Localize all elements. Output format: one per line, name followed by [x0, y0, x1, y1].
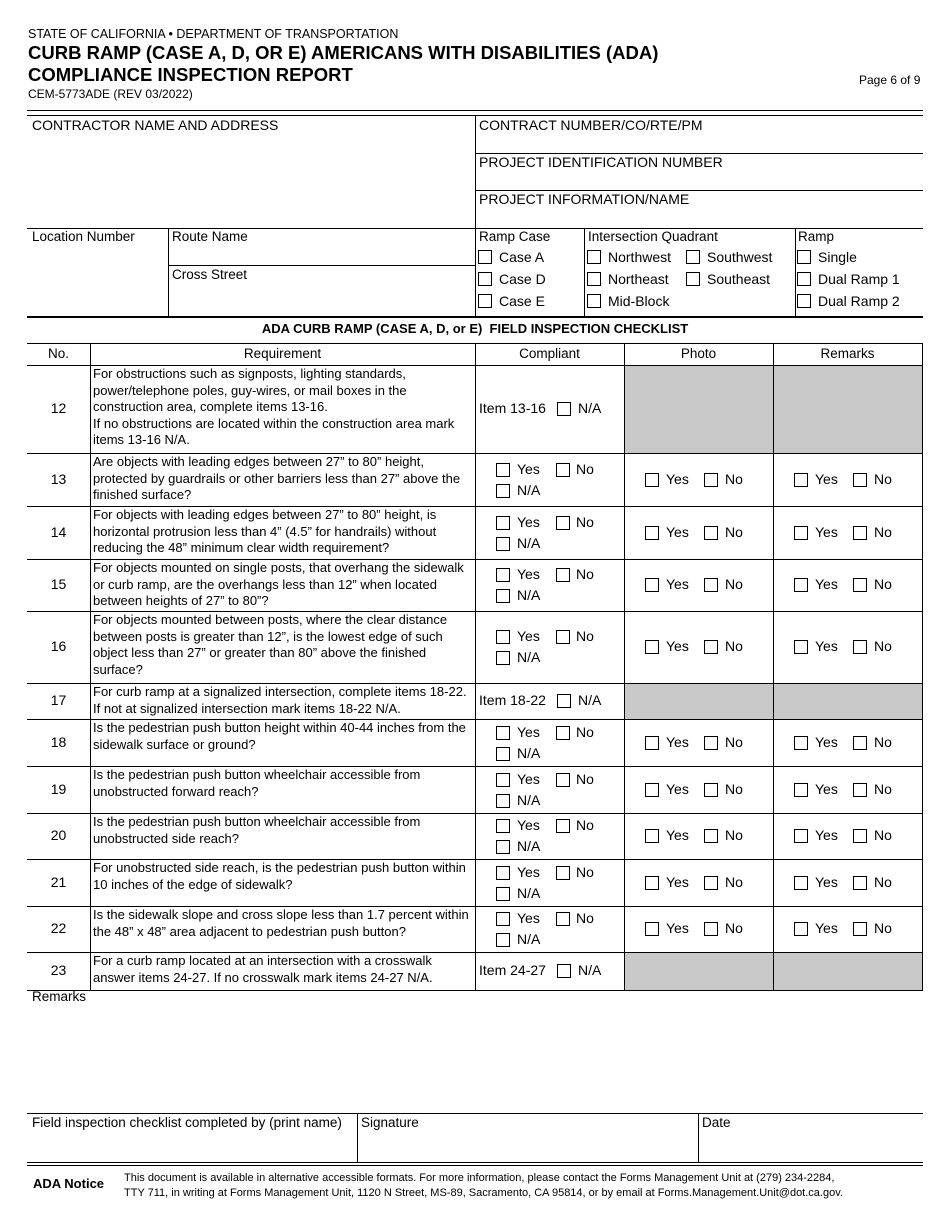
compliant-no-checkbox[interactable] — [556, 568, 570, 582]
photo-no-checkbox[interactable] — [704, 640, 718, 654]
item-na-label: N/A — [578, 692, 602, 708]
requirement-text: For objects mounted on single posts, that overhang the sidewalk or curb ramp, are the overhangs less than 12” when located between heights of 27” to 80”? — [93, 560, 464, 608]
quadrant-midblock-option[interactable] — [587, 293, 669, 309]
cross-street-field[interactable] — [172, 285, 474, 315]
photo-no-label: No — [725, 524, 743, 540]
photo-no-label: No — [725, 638, 743, 654]
project-id-field[interactable] — [730, 154, 922, 189]
form-number: CEM-5773ADE (REV 03/2022) — [28, 87, 193, 101]
completed-by-field[interactable] — [28, 1133, 356, 1161]
northeast-checkbox[interactable] — [587, 272, 601, 286]
photo-yes-checkbox[interactable] — [645, 526, 659, 540]
quadrant-northeast-option[interactable] — [587, 271, 669, 287]
remarks-yes-label: Yes — [815, 734, 838, 750]
project-id-label: PROJECT IDENTIFICATION NUMBER — [479, 154, 723, 170]
ramp-single-option[interactable] — [797, 249, 857, 265]
remarks-label: Remarks — [32, 989, 87, 1004]
compliant-na-label: N/A — [517, 649, 541, 665]
midblock-label: Mid-Block — [608, 293, 670, 309]
remarks-yes-label: Yes — [815, 827, 838, 843]
dual-ramp-2-checkbox[interactable] — [797, 294, 811, 308]
form-title-line1: CURB RAMP (CASE A, D, OR E) AMERICANS WITH DISABILITIES (ADA) — [28, 42, 659, 63]
requirement-text: Are objects with leading edges between 27” to 80” height, protected by guardrails or other barriers less than 27” above the finished surface? — [93, 454, 461, 502]
northwest-checkbox[interactable] — [587, 250, 601, 264]
contract-number-field[interactable] — [700, 116, 922, 152]
ada-notice-text-line2: TTY 711, in writing at Forms Management Unit, 1120 N Street, MS-89, Sacramento, CA 95814, or by email at Forms.Management.Unit@dot.ca.gov. — [124, 1187, 843, 1199]
quadrant-southeast-option[interactable] — [686, 271, 770, 287]
quadrant-label: Intersection Quadrant — [588, 229, 718, 244]
remarks-yes-label: Yes — [815, 576, 838, 592]
northeast-label: Northeast — [608, 271, 669, 287]
compliant-yes-label: Yes — [517, 514, 540, 530]
agency-line: STATE OF CALIFORNIA • DEPARTMENT OF TRANSPORTATION — [28, 27, 399, 41]
photo-no-checkbox[interactable] — [704, 473, 718, 487]
southwest-checkbox[interactable] — [686, 250, 700, 264]
compliant-no-label: No — [576, 724, 594, 740]
row-number: 22 — [50, 920, 67, 936]
compliant-yes-label: Yes — [517, 566, 540, 582]
compliant-no-checkbox[interactable] — [556, 819, 570, 833]
compliant-no-label: No — [576, 910, 594, 926]
southeast-checkbox[interactable] — [686, 272, 700, 286]
row-number: 19 — [50, 781, 67, 797]
compliant-na-checkbox[interactable] — [496, 933, 510, 947]
compliant-no-label: No — [576, 461, 594, 477]
remarks-no-label: No — [874, 827, 892, 843]
ramp-dual2-option[interactable] — [797, 293, 900, 309]
remarks-no-checkbox[interactable] — [853, 829, 867, 843]
compliant-no-checkbox[interactable] — [556, 516, 570, 530]
compliant-yes-label: Yes — [517, 724, 540, 740]
remarks-yes-label: Yes — [815, 524, 838, 540]
ada-notice-label: ADA Notice — [33, 1176, 105, 1191]
remarks-no-label: No — [874, 524, 892, 540]
compliant-na-checkbox[interactable] — [496, 484, 510, 498]
compliant-na-checkbox[interactable] — [496, 537, 510, 551]
photo-no-checkbox[interactable] — [704, 876, 718, 890]
compliant-yes-label: Yes — [517, 461, 540, 477]
remarks-field[interactable] — [28, 1006, 922, 1112]
item-na-checkbox[interactable] — [557, 694, 571, 708]
row-number: 18 — [50, 734, 67, 750]
date-label: Date — [702, 1115, 731, 1130]
compliant-na-checkbox[interactable] — [496, 840, 510, 854]
photo-no-label: No — [725, 576, 743, 592]
single-checkbox[interactable] — [797, 250, 811, 264]
compliant-yes-checkbox[interactable] — [496, 819, 510, 833]
compliant-na-label: N/A — [517, 482, 541, 498]
photo-yes-checkbox[interactable] — [645, 578, 659, 592]
remarks-yes-checkbox[interactable] — [794, 829, 808, 843]
remarks-yes-checkbox[interactable] — [794, 640, 808, 654]
ramp-label: Ramp — [798, 229, 835, 244]
ada-notice-text-line1: This document is available in alternative accessible formats. For more information, please contact the Forms Management Unit at (279) 234-2284, — [124, 1172, 835, 1184]
row-number: 15 — [50, 576, 67, 592]
case-e-checkbox[interactable] — [478, 294, 492, 308]
dual-ramp-1-label: Dual Ramp 1 — [818, 271, 900, 287]
photo-yes-label: Yes — [666, 471, 689, 487]
compliant-yes-checkbox[interactable] — [496, 568, 510, 582]
compliant-yes-checkbox[interactable] — [496, 912, 510, 926]
compliant-yes-label: Yes — [517, 771, 540, 787]
photo-yes-checkbox[interactable] — [645, 473, 659, 487]
cross-street-label: Cross Street — [172, 267, 248, 282]
compliant-no-checkbox[interactable] — [556, 726, 570, 740]
header-compliant: Compliant — [519, 346, 580, 361]
requirement-text: Is the pedestrian push button wheelchair accessible from unobstructed forward reach? — [93, 767, 421, 799]
midblock-checkbox[interactable] — [587, 294, 601, 308]
compliant-na-checkbox[interactable] — [496, 887, 510, 901]
project-info-label: PROJECT INFORMATION/NAME — [479, 191, 690, 207]
photo-yes-checkbox[interactable] — [645, 640, 659, 654]
case-a-label: Case A — [499, 249, 545, 265]
case-d-checkbox[interactable] — [478, 272, 492, 286]
compliant-no-checkbox[interactable] — [556, 866, 570, 880]
photo-yes-label: Yes — [666, 920, 689, 936]
remarks-yes-checkbox[interactable] — [794, 526, 808, 540]
location-number-field[interactable] — [28, 247, 167, 315]
remarks-no-checkbox[interactable] — [853, 578, 867, 592]
compliant-na-label: N/A — [517, 931, 541, 947]
compliant-yes-label: Yes — [517, 864, 540, 880]
completed-by-label: Field inspection checklist completed by (print name) — [32, 1115, 342, 1130]
photo-yes-checkbox[interactable] — [645, 922, 659, 936]
photo-yes-label: Yes — [666, 734, 689, 750]
project-info-field[interactable] — [700, 191, 922, 227]
remarks-no-label: No — [874, 471, 892, 487]
compliant-yes-checkbox[interactable] — [496, 773, 510, 787]
photo-yes-label: Yes — [666, 638, 689, 654]
row-number: 20 — [50, 827, 67, 843]
requirement-text: For obstructions such as signposts, lighting standards, power/telephone poles, guy-wires, or mail boxes in the construction area, complete items 13-16. If no obstructions are located within the construction area mark items 13-16 N/A. — [93, 366, 455, 447]
remarks-yes-checkbox[interactable] — [794, 922, 808, 936]
requirement-text: Is the sidewalk slope and cross slope less than 1.7 percent within the 48” x 48” area adjacent to pedestrian push button? — [93, 907, 469, 939]
compliant-na-label: N/A — [517, 885, 541, 901]
compliant-yes-label: Yes — [517, 910, 540, 926]
southwest-label: Southwest — [707, 249, 773, 265]
contractor-field[interactable] — [28, 135, 474, 227]
signature-label: Signature — [361, 1115, 419, 1130]
item-range-label: Item 13-16 — [479, 400, 546, 416]
remarks-no-checkbox[interactable] — [853, 876, 867, 890]
remarks-no-checkbox[interactable] — [853, 736, 867, 750]
header-no: No. — [47, 346, 69, 361]
compliant-no-label: No — [576, 864, 594, 880]
remarks-no-checkbox[interactable] — [853, 640, 867, 654]
remarks-no-label: No — [874, 734, 892, 750]
contract-number-label: CONTRACT NUMBER/CO/RTE/PM — [479, 117, 703, 133]
remarks-yes-checkbox[interactable] — [794, 876, 808, 890]
row-number: 12 — [50, 400, 67, 416]
single-label: Single — [818, 249, 857, 265]
case-e-label: Case E — [499, 293, 545, 309]
photo-no-checkbox[interactable] — [704, 922, 718, 936]
ramp-case-e-option[interactable] — [478, 293, 545, 309]
requirement-text: For objects with leading edges between 27” to 80” height, is horizontal protrusion less than 4” (4.5” for handrails) without reducing the 48” minimum clear width requirement? — [93, 507, 437, 555]
ramp-case-d-option[interactable] — [478, 271, 546, 287]
photo-yes-label: Yes — [666, 524, 689, 540]
photo-no-label: No — [725, 874, 743, 890]
compliant-na-checkbox[interactable] — [496, 589, 510, 603]
photo-no-label: No — [725, 734, 743, 750]
ramp-case-a-option[interactable] — [478, 249, 544, 265]
case-a-checkbox[interactable] — [478, 250, 492, 264]
requirement-text: For curb ramp at a signalized intersection, complete items 18-22. If not at signalized intersection mark items 18-22 N/A. — [93, 684, 467, 716]
photo-no-label: No — [725, 471, 743, 487]
item-range-label: Item 24-27 — [479, 962, 546, 978]
item-na-checkbox[interactable] — [557, 964, 571, 978]
row-number: 13 — [50, 471, 67, 487]
ramp-case-label: Ramp Case — [479, 229, 551, 244]
compliant-no-checkbox[interactable] — [556, 463, 570, 477]
requirement-text: Is the pedestrian push button height within 40-44 inches from the sidewalk surface or ground? — [93, 720, 466, 752]
photo-yes-checkbox[interactable] — [645, 876, 659, 890]
compliant-na-checkbox[interactable] — [496, 651, 510, 665]
northwest-label: Northwest — [608, 249, 672, 265]
dual-ramp-2-label: Dual Ramp 2 — [818, 293, 900, 309]
item-na-checkbox[interactable] — [557, 402, 571, 416]
photo-no-checkbox[interactable] — [704, 578, 718, 592]
remarks-no-checkbox[interactable] — [853, 473, 867, 487]
remarks-no-checkbox[interactable] — [853, 783, 867, 797]
dual-ramp-1-checkbox[interactable] — [797, 272, 811, 286]
compliant-yes-checkbox[interactable] — [496, 866, 510, 880]
compliant-no-label: No — [576, 817, 594, 833]
compliant-no-label: No — [576, 566, 594, 582]
row-number: 16 — [50, 638, 67, 654]
remarks-yes-label: Yes — [815, 638, 838, 654]
remarks-yes-checkbox[interactable] — [794, 783, 808, 797]
compliant-no-label: No — [576, 514, 594, 530]
compliant-yes-checkbox[interactable] — [496, 630, 510, 644]
remarks-no-label: No — [874, 576, 892, 592]
form-title-line2: COMPLIANCE INSPECTION REPORT — [28, 64, 353, 85]
requirement-text: For objects mounted between posts, where the clear distance between posts is greater than 12”, is the lowest edge of such object less than 27” or greater than 80” above the finished surface? — [93, 612, 448, 677]
remarks-no-checkbox[interactable] — [853, 922, 867, 936]
header-photo: Photo — [680, 346, 717, 361]
item-na-label: N/A — [578, 400, 602, 416]
quadrant-southwest-option[interactable] — [686, 249, 772, 265]
location-number-label: Location Number — [32, 229, 135, 244]
compliant-na-checkbox[interactable] — [496, 747, 510, 761]
compliant-yes-checkbox[interactable] — [496, 516, 510, 530]
photo-yes-label: Yes — [666, 576, 689, 592]
item-na-label: N/A — [578, 962, 602, 978]
compliant-na-label: N/A — [517, 792, 541, 808]
photo-yes-label: Yes — [666, 827, 689, 843]
signature-field[interactable] — [359, 1133, 697, 1161]
route-name-label: Route Name — [172, 229, 248, 244]
photo-yes-checkbox[interactable] — [645, 736, 659, 750]
remarks-yes-checkbox[interactable] — [794, 578, 808, 592]
remarks-no-label: No — [874, 874, 892, 890]
requirement-text: Is the pedestrian push button wheelchair accessible from unobstructed side reach? — [93, 814, 421, 846]
photo-yes-checkbox[interactable] — [645, 829, 659, 843]
route-name-field[interactable] — [260, 229, 474, 264]
photo-no-checkbox[interactable] — [704, 783, 718, 797]
header-requirement: Requirement — [243, 346, 322, 361]
photo-no-checkbox[interactable] — [704, 829, 718, 843]
compliant-na-label: N/A — [517, 535, 541, 551]
compliant-yes-label: Yes — [517, 628, 540, 644]
date-field[interactable] — [700, 1133, 922, 1161]
item-range-label: Item 18-22 — [479, 692, 546, 708]
header-remarks: Remarks — [820, 346, 875, 361]
compliant-yes-label: Yes — [517, 817, 540, 833]
row-number: 21 — [50, 874, 67, 890]
compliant-no-checkbox[interactable] — [556, 912, 570, 926]
quadrant-northwest-option[interactable] — [587, 249, 671, 265]
remarks-yes-checkbox[interactable] — [794, 473, 808, 487]
remarks-no-checkbox[interactable] — [853, 526, 867, 540]
compliant-no-label: No — [576, 628, 594, 644]
photo-no-label: No — [725, 920, 743, 936]
remarks-no-label: No — [874, 638, 892, 654]
remarks-yes-checkbox[interactable] — [794, 736, 808, 750]
row-number: 23 — [50, 962, 67, 978]
row-number: 14 — [50, 524, 67, 540]
compliant-no-label: No — [576, 771, 594, 787]
photo-yes-label: Yes — [666, 781, 689, 797]
photo-no-label: No — [725, 827, 743, 843]
compliant-no-checkbox[interactable] — [556, 773, 570, 787]
remarks-yes-label: Yes — [815, 920, 838, 936]
compliant-na-label: N/A — [517, 745, 541, 761]
compliant-na-label: N/A — [517, 587, 541, 603]
compliant-yes-checkbox[interactable] — [496, 463, 510, 477]
remarks-yes-label: Yes — [815, 874, 838, 890]
photo-yes-checkbox[interactable] — [645, 783, 659, 797]
remarks-yes-label: Yes — [815, 781, 838, 797]
photo-no-checkbox[interactable] — [704, 526, 718, 540]
remarks-yes-label: Yes — [815, 471, 838, 487]
remarks-no-label: No — [874, 920, 892, 936]
remarks-no-label: No — [874, 781, 892, 797]
ramp-dual1-option[interactable] — [797, 271, 900, 287]
checklist-title: ADA CURB RAMP (CASE A, D, or E) FIELD INSPECTION CHECKLIST — [261, 321, 689, 336]
compliant-na-label: N/A — [517, 838, 541, 854]
southeast-label: Southeast — [707, 271, 771, 287]
photo-yes-label: Yes — [666, 874, 689, 890]
row-number: 17 — [50, 692, 67, 708]
compliant-no-checkbox[interactable] — [556, 630, 570, 644]
compliant-yes-checkbox[interactable] — [496, 726, 510, 740]
photo-no-label: No — [725, 781, 743, 797]
case-d-label: Case D — [499, 271, 546, 287]
page-number: Page 6 of 9 — [859, 73, 921, 87]
contractor-label: CONTRACTOR NAME AND ADDRESS — [32, 117, 279, 133]
requirement-text: For a curb ramp located at an intersection with a crosswalk answer items 24-27. If no crosswalk mark items 24-27 N/A. — [93, 953, 433, 985]
photo-no-checkbox[interactable] — [704, 736, 718, 750]
compliant-na-checkbox[interactable] — [496, 794, 510, 808]
requirement-text: For unobstructed side reach, is the pedestrian push button within 10 inches of the edge of sidewalk? — [93, 860, 466, 892]
